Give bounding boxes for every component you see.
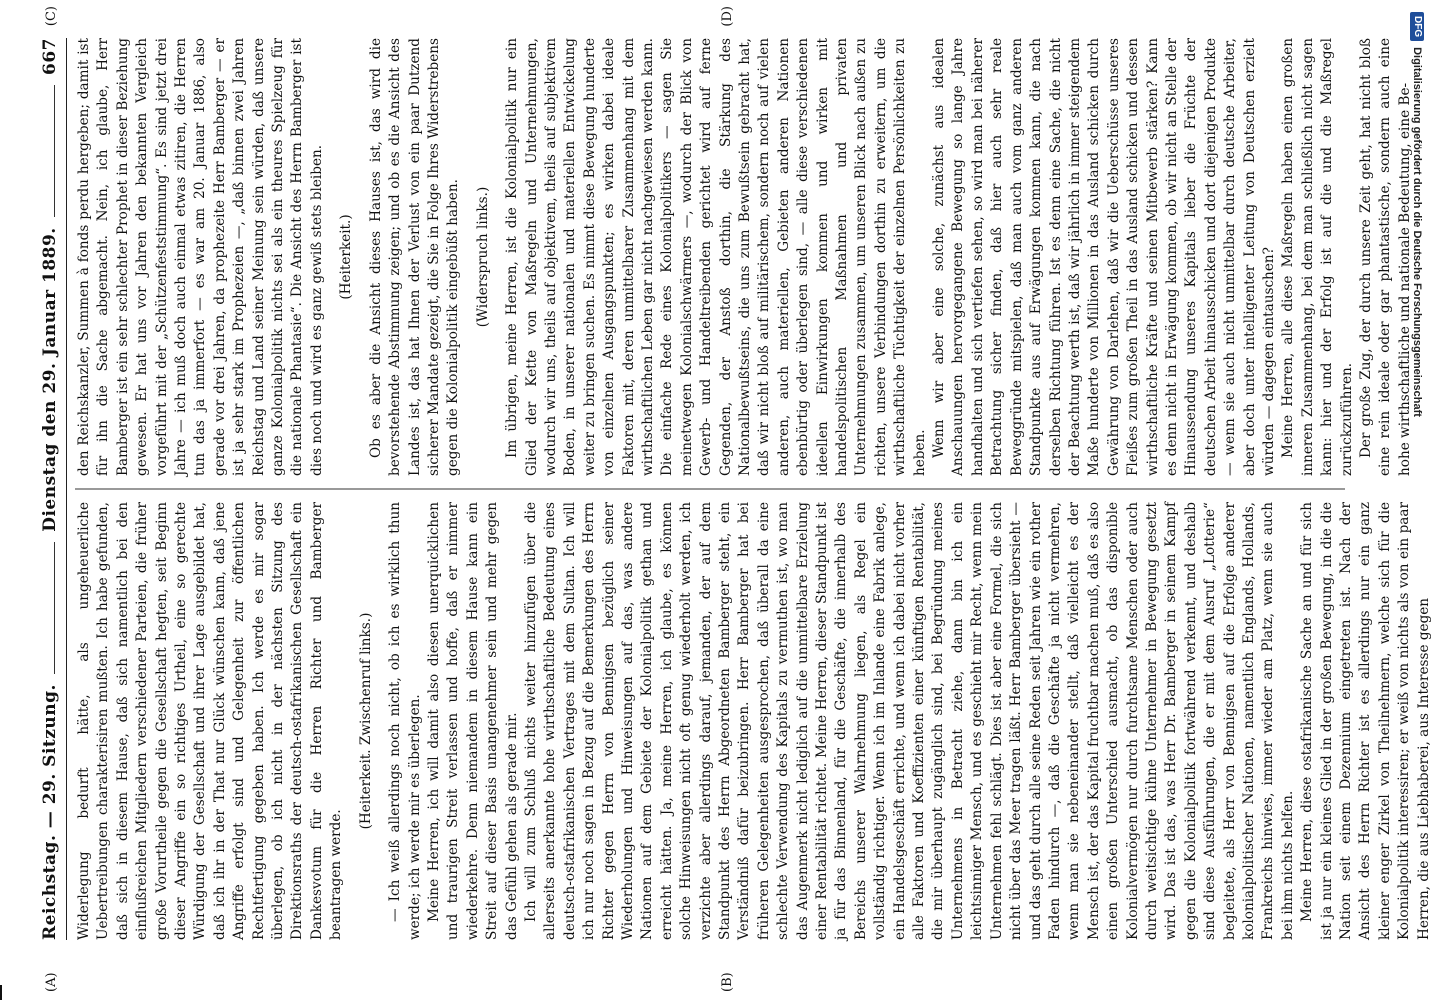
paragraph: den Reichskanzler, Summen à fonds perdu hergeben; damit ist für ihn die Sache abgemacht. Nein, ich glaube, Herr Bamberger ist ein sehr schlechter Prophet in dieser Beziehung gewesen. Er hat uns vor Jahren den bekannten Vergleich vorgeführt mit der „Schützenfeststimmung“. Es sind jetzt drei Jahre — ich muß doch auch einmal etwas zitiren, die Herren tun das ja immerfort — es war am 20. Januar 1886, also gerade vor drei Jahren, da prophezeite Herr Bamberger — er ist ja sehr stark im Prophezeien —, „daß binnen zwei Jahren Reichstag und Land seiner Meinung sein würden, daß unsere ganze Kolonialpolitik nichts sei als ein theures Spielzeug für die nationale Phantasie“. Die Ansicht des Herrn Bamberger ist dies noch und wird es ganz gewiß stets bleiben. [76, 38, 325, 476]
paragraph: Wenn wir aber eine solche, zunächst aus idealen Anschauungen hervorgegangene Bewegung so lange Jahre handhalten und sich vertiefen sehen, so wird man bei näherer Betrachtung sicher finden, daß hier auch sehr reale Beweggründe mitspielen, daß man auch vom ganz anderen Standpunkte aus auf Erwägungen kommen kann, die nach derselben Richtung führen. Ist es denn eine Sache, die nicht der Beachtung werth ist, daß wir jährlich in immer steigendem Maße hunderte von Millionen in das Ausland schicken durch Gewährung von Darlehen, daß wir die Ueberschüsse unseres Fleißes zum großen Theil in das Ausland schicken und dessen wirthschaftliche Kräfte und seinen Mitbewerb stärken? Kann es denn nicht in Erwägung kommen, ob wir nicht an Stelle der Hinaussendung unseres Kapitals lieber die Früchte der deutschen Arbeit hinausschicken und dort diejenigen Produkte — wenn sie auch nicht unmittelbar durch deutsche Arbeiter, aber doch unter intelligenter Leitung von Deutschen erzielt würden — dagegen eintauschen? [931, 38, 1277, 476]
paragraph: Ich will zum Schluß nichts weiter hinzufügen über die allerseits anerkannte hohe wirthschaftliche Bedeutung eines deutsch-ostafrikanischen Vertrages mit dem Sultan. Ich will ich nur noch sagen in Bezug auf die Bemerkungen des Herrn Richter gegen Herrn von Bennigsen bezüglich seiner Wiederholungen und Hinweisungen auf das, was andere Nationen auf dem Gebiete der Kolonialpolitik gethan und erreicht hätten. Ja, meine Herren, ich glaube, es können solche Hinweisungen nicht oft genug wiederholt werden, ich verzichte aber allerdings darauf, jemanden, der auf dem Standpunkt des Herrn Abgeordneten Bamberger steht, ein Verständniß dafür beizubringen. Herr Bamberger hat bei früheren Gelegenheiten ausgesprochen, daß überall da eine schlechte Verwendung des Kapitals zu vermuthen ist, wo man das Augenmerk nicht lediglich auf die unmittelbare Erzielung einer Rentabilität richtet. Meine Herren, dieser Standpunkt ist ja für das Binnenland, für die Geschäfte, die innerhalb des Bereichs unserer Wahrnehmung liegen, als Regel ein vollständig richtiger. Wenn ich im Inlande eine Fabrik anlege, ein Handelsgeschäft errichte, und wenn ich dabei nicht vorher alle Faktoren und Koeffizienten einer künftigen Rentabilität, die mir überhaupt zugänglich sind, bei Begründung meines Unternehmens in Betracht ziehe, dann bin ich ein leichtsinniger Mensch, und es geschieht mir Recht, wenn mein Unternehmen fehl schlägt. Dies ist aber eine Formel, die sich nicht über das Meer tragen läßt. Herr Bamberger übersieht — und das geht durch alle seine Reden seit Jahren wie ein rother Faden hindurch —, daß die Geschäfte ja nicht vermehren, wenn man sie nebeneinander stellt, daß vielleicht es der Mensch ist, der das Kapital fruchtbar machen muß, daß es also einen großen Unterschied ausmacht, ob das disponible Kolonialvermögen nur durch furchtsame Menschen oder auch durch weitsichtige kühne Unternehmer in Bewegung gesetzt wird. Das ist das, was Herr Dr. Bamberger in seinem Kampf gegen die Kolonialpolitik fortwährend verkennt, und deshalb sind diese Ausführungen, die er mit dem Ausruf „Lotterie“ begleitete, als Herr von Bennigsen auf die Erfolge anderer kolonialpolitischer Nationen, namentlich Englands, Hollands, Frankreichs hinwies, immer wieder am Platz, wenn sie auch bei ihm nichts helfen. [522, 502, 1296, 940]
left-column [75, 502, 1434, 940]
header-rule [54, 542, 55, 674]
interjection: (Widerspruch links.) [474, 186, 491, 328]
header-rule [54, 85, 55, 217]
running-head-center: Dienstag den 29. Januar 1889. [40, 227, 60, 532]
running-head-left: Reichstag. — 29. Sitzung. [40, 684, 60, 940]
paragraph: Meine Herren, alle diese Maßregeln haben einen großen inneren Zusammenhang, bei dem man schließlich nicht sagen kann: hier und der Erfolg ist auf die und die Maßregel zurückzuführen. [1280, 38, 1355, 476]
dfg-credit-text: Digitalisierung gefördert durch die Deutsche Forschungsgemeinschaft [1411, 47, 1423, 417]
margin-mark-c: (C) [44, 6, 59, 27]
column-divider [75, 489, 1345, 490]
running-head [40, 38, 67, 940]
scan-edge-mark [0, 985, 2, 1000]
paragraph: — Ich weiß allerdings noch nicht, ob ich es wirklich thun werde; ich werde mir es überlegen. [387, 502, 423, 940]
interjection: (Heiterkeit. Zwischenruf links.) [357, 612, 374, 830]
interjection: (Heiterkeit.) [338, 214, 355, 300]
margin-mark-d: (D) [720, 6, 735, 27]
paragraph: Meine Herren, diese ostafrikanische Sache an und für sich ist ja nur ein kleines Glied in der großen Bewegung, in die die Nation seit einem Dezennium eingetreten ist. Nach der Ansicht des Herrn Richter ist es allerdings nur ein ganz kleiner enger Zirkel von Theilnehmern, welche sich für die Kolonialpolitik interessiren; er weiß von nichts als von ein paar Herren, die aus Liebhaberei, aus Interesse gegen [1299, 502, 1432, 940]
dfg-credit [1408, 12, 1426, 712]
right-column [75, 38, 1434, 476]
paragraph: Ob es aber die Ansicht dieses Hauses ist, das wird die bevorstehende Abstimmung zeigen; und ob es die Ansicht des Landes ist, das hat Ihnen der Verlust von ein paar Dutzend sicherer Mandate gezeigt, die Sie in Folge Ihres Widerstrebens gegen die Kolonialpolitik eingebüßt haben. [367, 38, 462, 476]
paragraph: Meine Herren, ich will damit also diesen unerquicklichen und traurigen Streit verlassen und hoffe, daß er nimmer wiederkehre. Denn niemandem in diesem Hause kann ein Streit auf dieser Basis unangenehmer sein und mehr gegen das Gefühl gehen als gerade mir. [425, 502, 520, 940]
margin-mark-a: (A) [44, 972, 59, 992]
paragraph: Der große Zug, der durch unsere Zeit geht, hat nicht bloß eine rein ideale oder gar phantastische, sondern auch eine hohe wirthschaftliche und nationale Bedeutung, eine Be- [1358, 38, 1413, 476]
dfg-logo: DFG [1410, 12, 1424, 41]
paragraph: Widerlegung bedurft hätte, als ungeheuerliche Uebertreibungen charakterisiren mußten. Ich habe gefunden, daß sich in diesem Hause, daß sich namentlich bei den einflußreichen Mitgliedern verschiedener Parteien, die früher große Vorurtheile gegen die Gesellschaft hegten, seit Beginn dieser Angriffe ein so richtiges Urtheil, eine so gerechte Würdigung der Gesellschaft und ihrer Lage ausgebildet hat, daß ich ihr in der That nur Glück wünschen kann, daß jene Angriffe erfolgt sind und Gelegenheit zur öffentlichen Rechtfertigung gegeben haben. Ich werde es mir sogar überlegen, ob ich nicht in der nächsten Sitzung des Direktionsraths der deutsch-ostafrikanischen Gesellschaft ein Dankesvotum für die Herren Richter und Bamberger beantragen werde. [76, 502, 345, 940]
margin-mark-b: (B) [720, 972, 735, 992]
paragraph: Im übrigen, meine Herren, ist die Kolonialpolitik nur ein Glied der Kette von Maßregeln und Unternehmungen, wodurch wir uns, theils auf objektivem, theils auf subjektivem Boden, in unserer nationalen und materiellen Entwickelung weiter zu bringen suchen. Es nimmt diese Bewegung hunderte von einzelnen Ausgangspunkten; es wirken dabei ideale Faktoren mit, deren unmittelbarer Zusammenhang mit dem wirthschaftlichen Leben gar nicht nachgewiesen werden kann. Die einfache Rede eines Kolonialpolitikers — sagen Sie meinetwegen Kolonialschwärmers —, wodurch der Blick von Gewerb- und Handeltreibenden gerichtet wird auf ferne Gegenden, der Anstoß dorthin, die Stärkung des Nationalbewußtseins, die uns zum Bewußtsein gebracht hat, daß wir nicht bloß auf militärischem, sondern noch auf vielen anderen, auch materiellen, Gebieten anderen Nationen ebenbürtig oder überlegen sind, — alle diese verschiedenen ideellen Einwirkungen kommen und wirken mit handelspolitischen Maßnahmen und privaten Unternehmungen zusammen, um unseren Blick nach außen zu richten, unsere Verbindungen dorthin zu erweitern, um die wirthschaftliche Tüchtigkeit der einzelnen Persönlichkeiten zu heben. [504, 38, 928, 476]
page-number: 667 [40, 38, 60, 75]
